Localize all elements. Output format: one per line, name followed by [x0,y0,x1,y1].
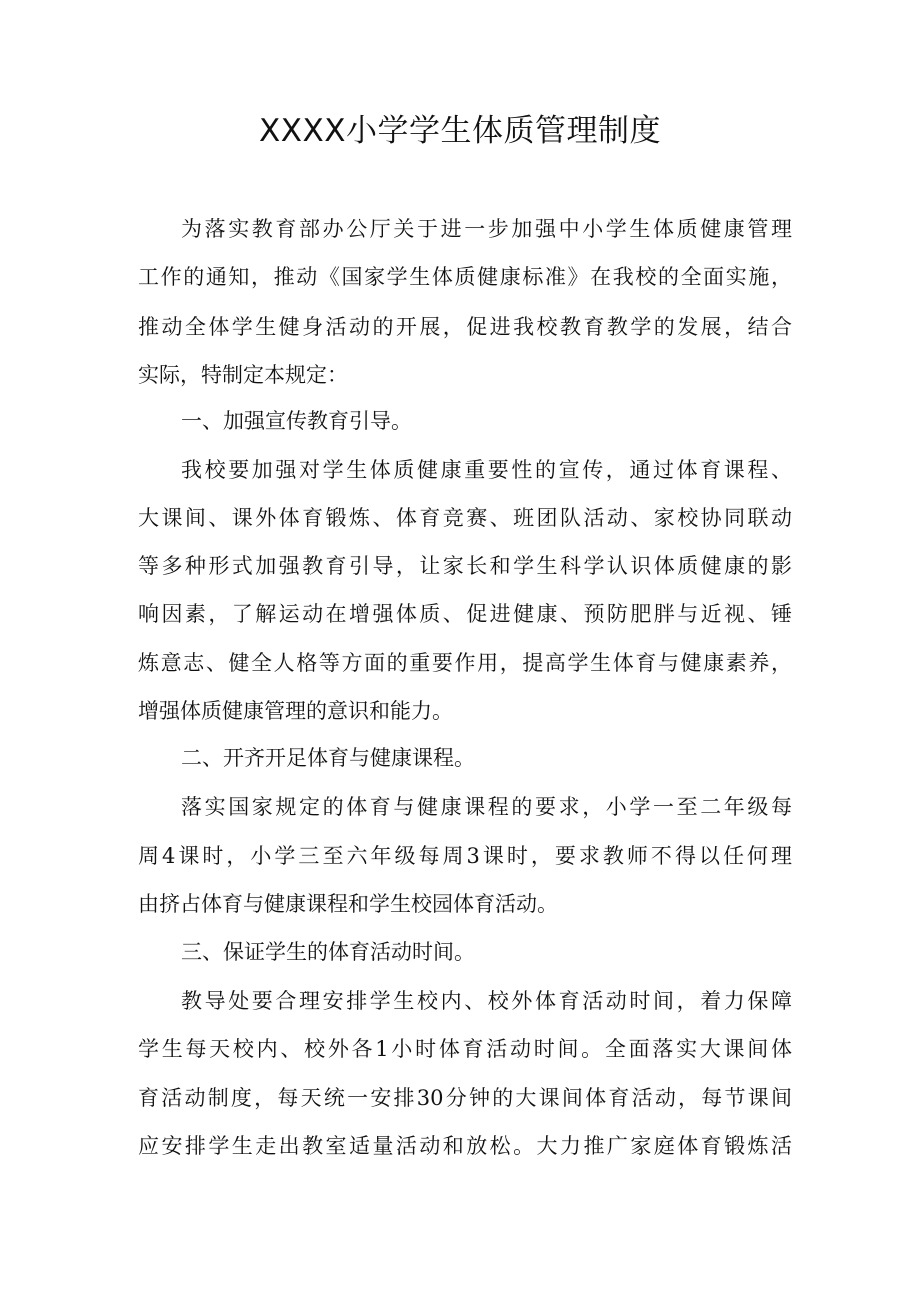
section-3-line-3: 育活动制度，每天统一安排30分钟的大课间体育活动，每节课间 [138,1086,792,1110]
section-1-line-1: 我校要加强对学生体质健康重要性的宣传，通过体育课程、 [181,458,792,482]
section-2-heading: 二、开齐开足体育与健康课程。 [181,746,475,770]
section-3-line-1: 教导处要合理安排学生校内、校外体育活动时间，着力保障 [181,989,792,1013]
section-1-heading: 一、加强宣传教育引导。 [181,409,412,433]
intro-line-1: 为落实教育部办公厅关于进一步加强中小学生体质健康管理 [181,217,792,241]
section-1-line-5: 炼意志、健全人格等方面的重要作用，提高学生体育与健康素养， [138,651,792,675]
section-2-line-2: 周4课时，小学三至六年级每周3课时，要求教师不得以任何理 [138,844,792,868]
section-1-line-3: 等多种形式加强教育引导，让家长和学生科学认识体质健康的影 [138,554,792,578]
intro-line-3: 推动全体学生健身活动的开展，促进我校教育教学的发展，结合 [138,315,792,339]
intro-line-4: 实际，特制定本规定： [138,363,348,387]
section-3-line-2: 学生每天校内、校外各1小时体育活动时间。全面落实大课间体 [138,1037,792,1061]
section-3-heading: 三、保证学生的体育活动时间。 [181,940,475,964]
section-2-line-3: 由挤占体育与健康课程和学生校园体育活动。 [138,892,558,916]
intro-line-2: 工作的通知，推动《国家学生体质健康标准》在我校的全面实施， [138,265,792,289]
document-title: XXXX小学学生体质管理制度 [259,113,661,149]
section-3-line-4: 应安排学生走出教室适量活动和放松。大力推广家庭体育锻炼活 [138,1134,792,1158]
section-1-line-6: 增强体质健康管理的意识和能力。 [138,699,453,723]
section-1-line-4: 响因素，了解运动在增强体质、促进健康、预防肥胖与近视、锤 [138,602,792,626]
section-1-line-2: 大课间、课外体育锻炼、体育竞赛、班团队活动、家校协同联动 [138,506,792,530]
section-2-line-1: 落实国家规定的体育与健康课程的要求，小学一至二年级每 [181,795,792,819]
